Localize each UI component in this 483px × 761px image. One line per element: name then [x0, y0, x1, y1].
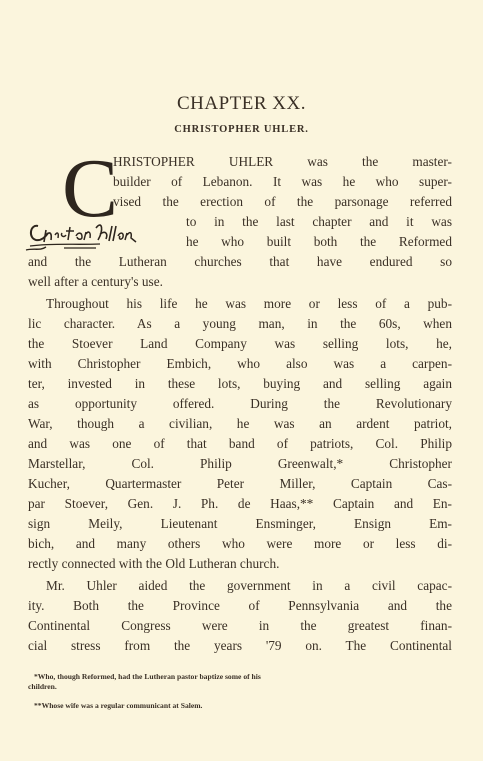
text-line: Mr. Uhler aided the government in a civil capac- [46, 578, 452, 593]
text-line: ity. Both the Province of Pennsylvania and the [28, 598, 452, 613]
text-line: well after a century's use. [28, 274, 163, 289]
drop-cap: C [62, 142, 119, 235]
text-line: sign Meily, Lieutenant Ensminger, Ensign Em- [28, 516, 452, 531]
text-line: par Stoever, Gen. J. Ph. de Haas,** Captain and En- [28, 496, 452, 511]
text-line: cial stress from the years '79 on. The Continental [28, 638, 452, 653]
text-line: Throughout his life he was more or less of a pub- [46, 296, 452, 311]
text-line: War, though a civilian, he was an ardent patriot, [28, 416, 452, 431]
text-line: and was one of that band of patriots, Col. Philip [28, 436, 452, 451]
chapter-heading: CHAPTER XX. [176, 93, 306, 114]
text-line: and the Lutheran churches that have endured so [28, 254, 452, 269]
text-line: rectly connected with the Old Lutheran church. [28, 556, 280, 571]
text-line: he who built both the Reformed [186, 234, 452, 249]
chapter-subheading: CHRISTOPHER UHLER. [174, 124, 309, 135]
text-line: with Christopher Embich, who also was a carpen- [28, 356, 452, 371]
text-line: Continental Congress were in the greatest finan- [28, 618, 452, 633]
text-line: lic character. As a young man, in the 60s, when [28, 316, 452, 331]
signature-image [24, 216, 180, 256]
text-line: the Stoever Land Company was selling lots, he, [28, 336, 452, 351]
footnote: **Whose wife was a regular communicant at Salem. [34, 701, 203, 710]
text-line: as opportunity offered. During the Revolutionary [28, 396, 452, 411]
text-line: to in the last chapter and it was [186, 214, 452, 229]
text-line: vised the erection of the parsonage referred [113, 194, 452, 209]
text-line: bich, and many others who were more or less di- [28, 536, 452, 551]
text-line: builder of Lebanon. It was he who super- [113, 174, 452, 189]
footnote: children. [28, 682, 57, 691]
text-line: ter, invested in these lots, buying and selling again [28, 376, 452, 391]
text-line: Marstellar, Col. Philip Greenwalt,* Christopher [28, 456, 452, 471]
footnote: *Who, though Reformed, had the Lutheran pastor baptize some of his [34, 672, 261, 681]
text-line: HRISTOPHER UHLER was the master- [113, 154, 452, 169]
text-line: Kucher, Quartermaster Peter Miller, Captain Cas- [28, 476, 452, 491]
